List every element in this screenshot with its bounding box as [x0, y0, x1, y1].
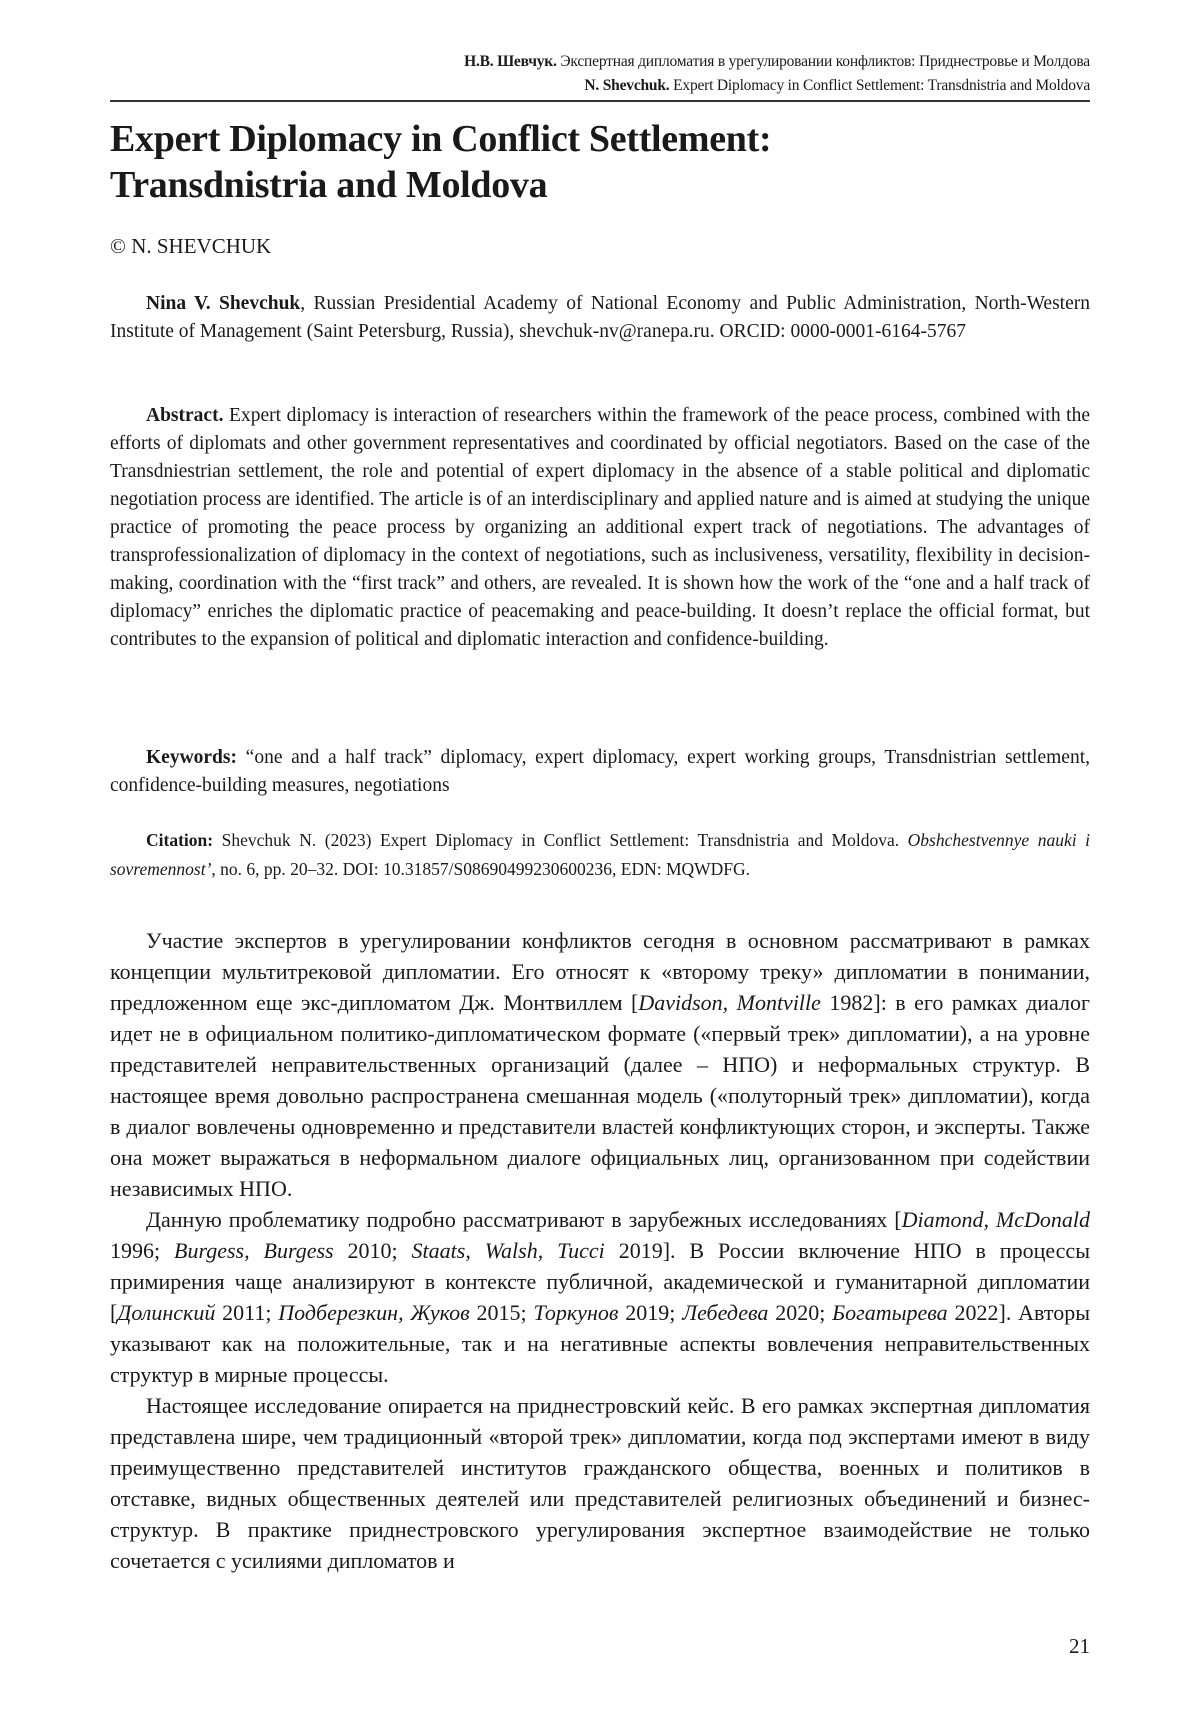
reference-citation: Подберезкин, Жуков — [278, 1300, 470, 1325]
reference-citation: Burgess, Burgess — [174, 1238, 334, 1263]
body-text-span: Данную проблематику подробно рассматривают в зарубежных исследованиях [ — [146, 1207, 902, 1232]
keywords-label: Keywords: — [146, 747, 237, 768]
citation — [110, 826, 1090, 884]
running-head-en-author: N. Shevchuk. — [584, 77, 670, 94]
abstract-label: Abstract. — [146, 405, 224, 426]
body-text-span: 2022]. Авторы указывают как на положительные, так и на негативные аспекты вовлечения неправительственных структур в мирные процессы. — [110, 1300, 1090, 1387]
keywords-text: “one and a half track” diplomacy, expert diplomacy, expert working groups, Transdnistrian settlement, confidence-building measures, negotiations — [110, 747, 1090, 796]
running-head-en-title: Expert Diplomacy in Conflict Settlement: Transdnistria and Moldova — [673, 77, 1090, 94]
body-text-span: 2015; — [469, 1300, 534, 1325]
article-title-line1: Expert Diplomacy in Conflict Settlement: — [110, 118, 772, 160]
body-text-span: 2019; — [618, 1300, 683, 1325]
body-text-span: 2010; — [333, 1238, 412, 1263]
article-body — [110, 925, 1090, 1576]
reference-citation: Богатырева — [832, 1300, 948, 1325]
citation-details: , no. 6, pp. 20–32. DOI: 10.31857/S086904992306002З6, EDN: MQWDFG. — [211, 859, 751, 879]
copyright-line: © N. SHEVCHUK — [110, 234, 272, 258]
body-text-span: Участие экспертов в урегулировании конфликтов сегодня в основном рассматривают в рамках концепции мультитрековой дипломатии. Его относят к «второму треку» дипломатии в понимании, предложенном еще экс-дипломатом Дж. Монтвиллем [ — [110, 928, 1090, 1015]
body-text-span: 2020; — [768, 1300, 833, 1325]
affiliation-text: , Russian Presidential Academy of National Economy and Public Administration, North-Western Institute of Management (Saint Petersburg, Russia), shevchuk-nv@ranepa.ru. ORCID: 0000-0001-6164-5767 — [110, 293, 1090, 342]
body-paragraph — [110, 925, 1090, 1204]
running-head-ru — [110, 50, 1090, 74]
body-text-span: 1982]: в его рамках диалог идет не в официальном политико-дипломатическом формате («первый трек» дипломатии), а на уровне представителей неправительственных организаций (далее – НПО) и неформальных структур. В настоящее время довольно распространена смешанная модель («полуторный трек» дипломатии), когда в диалог вовлечены одновременно и представители властей конфликтующих сторон, и эксперты. Также она может выражаться в неформальном диалоге официальных лиц, организованном при содействии независимых НПО. — [110, 990, 1090, 1201]
page-number: 21 — [1069, 1634, 1090, 1658]
body-text-span: 2019]. В России включение НПО в процессы примирения чаще анализируют в контексте публичной, академической и гуманитарной дипломатии [ — [110, 1238, 1090, 1325]
body-text-span: 1996; — [110, 1238, 175, 1263]
body-paragraph — [110, 1204, 1090, 1390]
article-title-line2: Transdnistria and Moldova — [110, 164, 548, 206]
body-paragraph: Настоящее исследование опирается на приднестровский кейс. В его рамках экспертная дипломатия представлена шире, чем традиционный «второй трек» дипломатии, когда под экспертами имеют в виду преимущественно представителей институтов гражданского общества, военных и политиков в отставке, видных общественных деятелей или представителей религиозных объединений и бизнес-структур. В практике приднестровского урегулирования экспертное взаимодействие не только сочетается с усилиями дипломатов и — [110, 1393, 1090, 1573]
running-head — [110, 50, 1090, 98]
keywords — [110, 744, 1090, 800]
body-text-span: 2011; — [215, 1300, 279, 1325]
author-name: Nina V. Shevchuk — [146, 293, 301, 314]
author-affiliation — [110, 290, 1090, 346]
running-head-en — [110, 74, 1090, 98]
reference-citation: Долинский — [117, 1300, 216, 1325]
running-head-ru-title: Экспертная дипломатия в урегулировании конфликтов: Приднестровье и Молдова — [560, 53, 1090, 70]
citation-label: Citation: — [146, 830, 214, 850]
citation-journal: Obshchestvennye nauki i sovremennost’ — [110, 830, 1090, 879]
reference-citation: Staats, Walsh, Tucci — [411, 1238, 605, 1263]
abstract-text: Expert diplomacy is interaction of researchers within the framework of the peace process, combined with the efforts of diplomats and other government representatives and coordinated by official negotiators. Based on the case of the Transdniestrian settlement, the role and potential of expert diplomacy in the absence of a stable political and diplomatic negotiation process are identified. The article is of an interdisciplinary and applied nature and is aimed at studying the unique practice of promoting the peace process by organizing an additional expert track of negotiations. The advantages of transprofessionalization of diplomacy in the context of negotiations, such as inclusiveness, versatility, flexibility in decision-making, coordination with the “first track” and others, are revealed. It is shown how the work of the “one and a half track of diplomacy” enriches the diplomatic practice of peacemaking and peace-building. It doesn’t replace the official format, but contributes to the expansion of political and diplomatic interaction and confidence-building. — [110, 405, 1090, 650]
reference-citation: Diamond, McDonald — [901, 1207, 1090, 1232]
reference-citation: Лебедева — [682, 1300, 769, 1325]
reference-citation: Davidson, Montville — [638, 990, 821, 1015]
abstract — [110, 402, 1090, 654]
article-title — [110, 116, 1090, 208]
header-divider — [110, 100, 1090, 102]
citation-text: Shevchuk N. (2023) Expert Diplomacy in Conflict Settlement: Transdnistria and Moldova. — [213, 830, 908, 850]
reference-citation: Торкунов — [533, 1300, 619, 1325]
running-head-ru-author: Н.В. Шевчук. — [464, 53, 557, 70]
